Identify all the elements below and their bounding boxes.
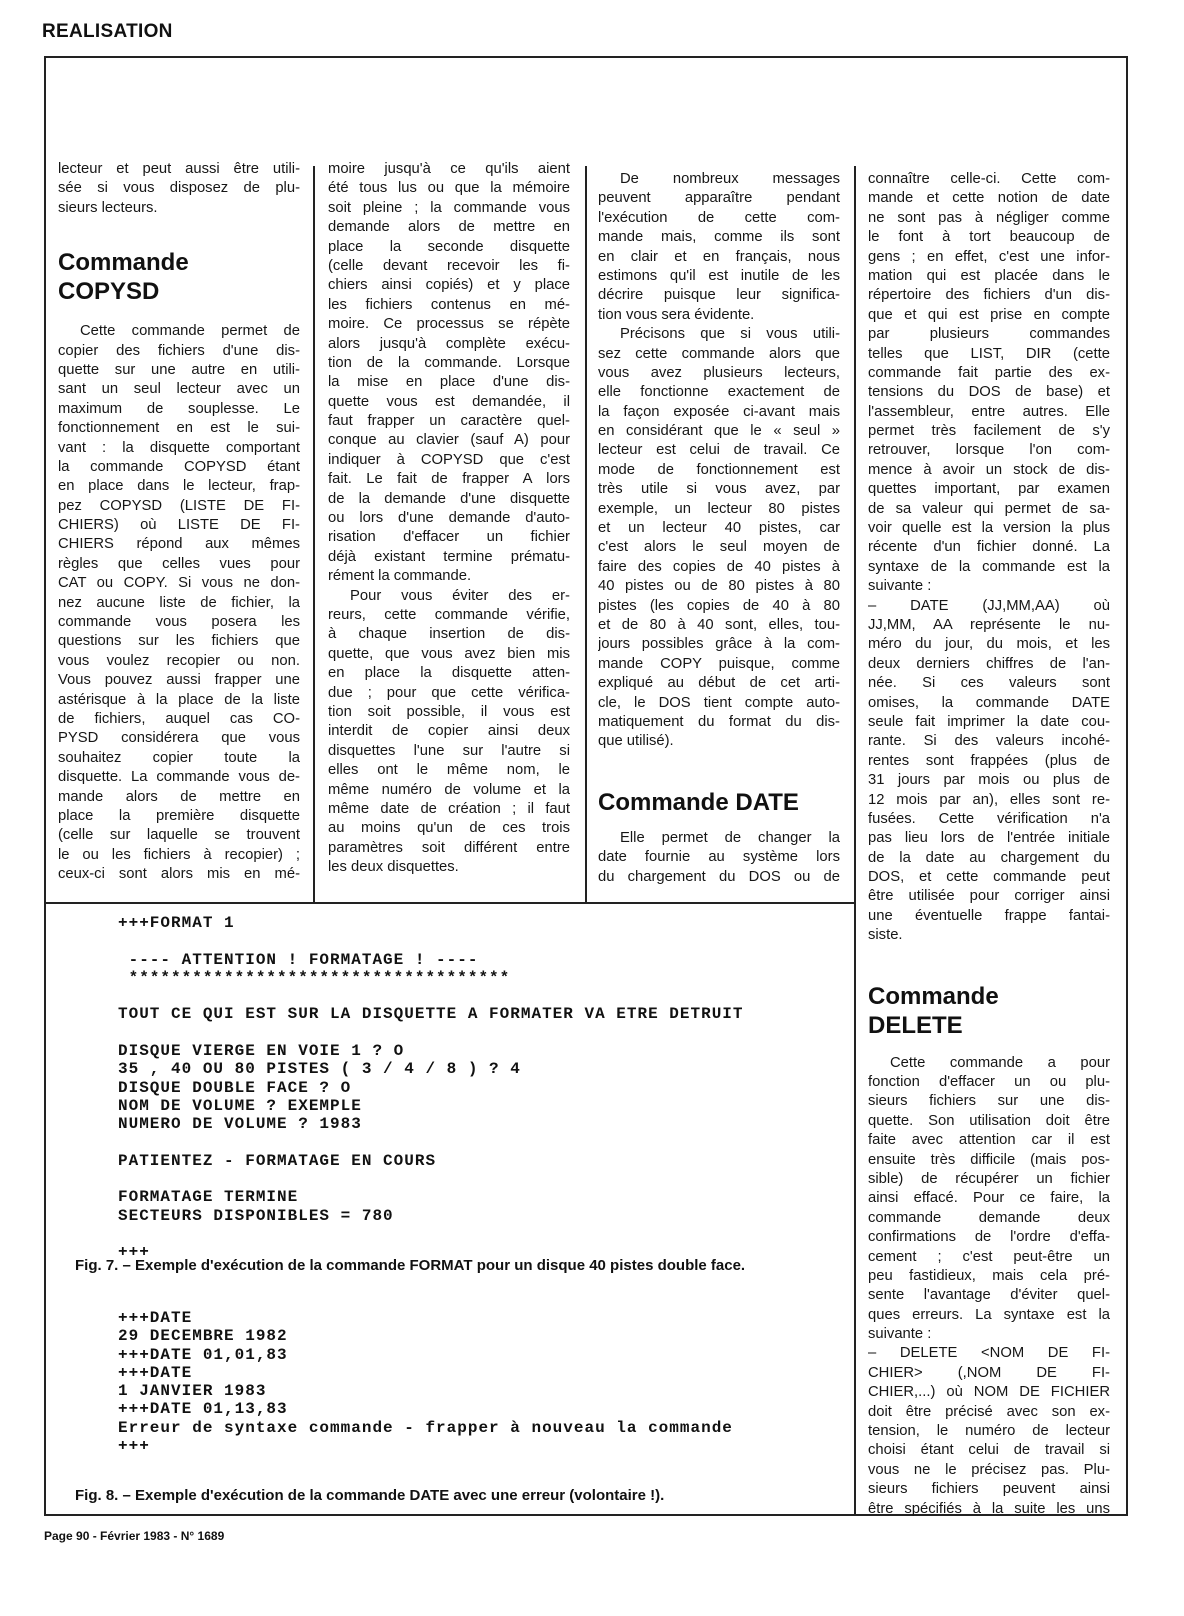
text-line: deux derniers chiffres de l'an- [868, 655, 1110, 672]
text-line: demande alors de mettre en [328, 219, 570, 236]
heading-line: Commande [58, 249, 189, 277]
text-line: interdit de copier ainsi deux [328, 723, 570, 740]
figure-8-listing [118, 1309, 733, 1455]
text-line: ensuite très difficile (mais pos- [868, 1151, 1110, 1168]
text-line: souhaitez copier toute la [58, 749, 300, 766]
text-column-3 [598, 170, 840, 887]
text-line: lecteur et peut aussi être utili- [58, 161, 300, 177]
text-line: décrire puisque leur significa- [598, 287, 840, 304]
text-line: fonction d'effacer un ou plu- [868, 1074, 1110, 1091]
code-line: TOUT CE QUI EST SUR LA DISQUETTE A FORMATER VA ETRE DETRUIT [118, 1005, 744, 1024]
heading-line: DELETE [868, 1011, 963, 1039]
text-line: pistes (les copies de 40 à 80 [598, 597, 840, 614]
code-line: +++DATE [118, 1363, 193, 1382]
text-line: l'assembleur, entre autres. Elle [868, 403, 1110, 420]
text-line: et de 80 à 40 sont, elles, tou- [598, 616, 840, 633]
text-line: règles que celles vues pour [58, 555, 300, 572]
text-line: quette. Son utilisation doit être [868, 1112, 1110, 1129]
text-line: sée si vous disposez de plu- [58, 180, 300, 197]
paragraph [598, 829, 840, 887]
text-line: telles que LIST, DIR (cette [868, 345, 1110, 362]
text-line: ques erreurs. La syntaxe est la [868, 1306, 1110, 1323]
paragraph [58, 160, 300, 218]
text-line: questions sur les fichiers que [58, 633, 300, 650]
text-line: en considérant que le « seul » [598, 423, 840, 440]
code-line: ---- ATTENTION ! FORMATAGE ! ---- [118, 950, 479, 969]
text-line: rément la commande. [328, 568, 472, 585]
text-line: disquettes l'une sur l'autre si [328, 742, 570, 759]
text-line: cement ; c'est peut-être un [868, 1248, 1110, 1265]
text-line: voir quelle est la version la plus [868, 520, 1110, 537]
text-line: de la demande d'une disquette [328, 490, 570, 507]
text-line: lecteur est celui de travail. Ce [598, 442, 840, 459]
text-line: CAT ou COPY. Si vous ne don- [58, 575, 300, 592]
code-line [118, 987, 744, 1005]
text-line: que et qui est prise en compte [868, 306, 1110, 323]
text-line: Cette commande a pour [890, 1054, 1110, 1071]
text-line: sant un seul lecteur avec un [58, 381, 300, 398]
text-line: due ; pour que cette vérifica- [328, 684, 570, 701]
text-line: le font à tort beaucoup de [868, 229, 1110, 246]
text-line: omises, la commande DATE [868, 694, 1110, 711]
text-line: c'est alors le seul moyen de [598, 539, 840, 556]
text-line: disquette. La commande vous de- [58, 769, 300, 786]
text-line: sible) de récupérer un fichier [868, 1170, 1110, 1187]
text-line: commande demande deux [868, 1209, 1110, 1226]
code-line [118, 932, 744, 950]
text-line: Cette commande permet de [80, 323, 300, 340]
text-line: moire. Ce processus se répète [328, 316, 570, 333]
text-line: ne sont pas à négliger comme [868, 209, 1110, 226]
text-line: indiquer à COPYSD que c'est [328, 451, 570, 468]
text-line: au moins qu'un de ces trois [328, 820, 570, 837]
text-line: tion de la commande. Lorsque [328, 354, 570, 371]
text-line: syntaxe de la commande est la [868, 558, 1110, 575]
code-line [118, 1134, 744, 1152]
paragraph [868, 170, 1110, 597]
text-column-2 [328, 160, 570, 877]
text-line: être spécifiés à la suite les uns [868, 1500, 1110, 1517]
text-line: peuvent apparaître pendant [598, 190, 840, 207]
text-line: retrouver, lorsque l'on com- [868, 442, 1110, 459]
text-line: en place la disquette atten- [328, 665, 570, 682]
text-line: PYSD considérera que vous [58, 730, 300, 747]
text-line: place la seconde disquette [328, 238, 570, 255]
text-line: fusées. Cette vérification n'a [868, 810, 1110, 827]
text-line: (celle devant recevoir les fi- [328, 257, 570, 274]
text-line: fonctionnement en est le sui- [58, 420, 300, 437]
paragraph [58, 322, 300, 884]
text-line: soit pleine ; la commande vous [328, 199, 570, 216]
text-line: pas lieu lors de l'entrée initiale [868, 830, 1110, 847]
text-line: jours possibles grâce à la com- [598, 636, 840, 653]
text-line: méro du jour, du mois, et les [868, 636, 1110, 653]
code-line [118, 1225, 744, 1243]
code-line: NUMERO DE VOLUME ? 1983 [118, 1115, 362, 1134]
text-line: ainsi effacé. Pour ce faire, la [868, 1190, 1110, 1207]
text-line: faut frapper un caractère quel- [328, 413, 570, 430]
text-line: suivante : [868, 1326, 932, 1343]
text-line: – DELETE <NOM DE FI- [868, 1345, 1110, 1362]
text-line: vous avez plusieurs lecteurs, [598, 364, 840, 381]
section-heading [598, 788, 840, 817]
text-line: JJ,MM, AA représente le nu- [868, 616, 1110, 633]
text-line: de sa valeur qui permet de sa- [868, 500, 1110, 517]
text-line: elles ont le même nom, le [328, 762, 570, 779]
code-line: +++FORMAT 1 [118, 914, 235, 932]
text-line: vous voulez recopier ou non. [58, 652, 300, 669]
text-line: mande et cette notion de date [868, 190, 1110, 207]
section-heading [58, 248, 300, 306]
text-line: Elle permet de changer la [620, 829, 840, 846]
text-line: – DATE (JJ,MM,AA) où [868, 597, 1110, 614]
figure-7-caption: Fig. 7. – Exemple d'exécution de la commande FORMAT pour un disque 40 pistes double face. [75, 1257, 746, 1274]
text-line: quettes important, par examen [868, 481, 1110, 498]
text-line: été tous lus ou que la mémoire [328, 180, 570, 197]
code-line: +++DATE 01,01,83 [118, 1345, 288, 1364]
paragraph [328, 587, 570, 878]
paragraph [868, 1054, 1110, 1345]
text-line: quette vous est demandée, il [328, 393, 570, 410]
text-line: mence à avoir un stock de dis- [868, 461, 1110, 478]
column-divider [585, 166, 587, 904]
heading-line: COPYSD [58, 278, 160, 306]
text-line: CHIER> (,NOM DE FI- [868, 1364, 1110, 1381]
code-line: 1 JANVIER 1983 [118, 1382, 267, 1401]
text-line: ceux-ci sont alors mis en mé- [58, 866, 300, 883]
paragraph [328, 160, 570, 587]
code-line: 35 , 40 OU 80 PISTES ( 3 / 4 / 8 ) ? 4 [118, 1060, 521, 1079]
column-divider [313, 166, 315, 904]
text-line: CHIERS répond aux mêmes [58, 536, 300, 553]
text-line: sente l'avantage d'éviter quel- [868, 1287, 1110, 1304]
text-line: connaître celle-ci. Cette com- [868, 171, 1110, 187]
text-line: Vous pouvez aussi frapper une [58, 672, 300, 689]
text-line: déjà existant termine prématu- [328, 548, 570, 565]
text-line: par plusieurs commandes [868, 326, 1110, 343]
code-line [118, 1024, 744, 1042]
text-line: de fichiers, auquel cas CO- [58, 710, 300, 727]
text-line: les fichiers contenus en mé- [328, 296, 570, 313]
text-line: mode de fonctionnement est [598, 461, 840, 478]
text-line: sieurs lecteurs. [58, 199, 158, 216]
paragraph [598, 170, 840, 325]
text-line: exemple, un lecteur 80 pistes [598, 500, 840, 517]
text-line: date fournie au système lors [598, 849, 840, 866]
text-line: seule fait imprimer la date cou- [868, 713, 1110, 730]
figure-8-caption: Fig. 8. – Exemple d'exécution de la commande DATE avec une erreur (volontaire !). [75, 1487, 665, 1504]
text-line: très utile si vous avez, par [598, 481, 840, 498]
text-line: vous ne le précisez pas. Plu- [868, 1461, 1110, 1478]
text-line: risation d'effacer un fichier [328, 529, 570, 546]
text-line: copier des fichiers d'une dis- [58, 342, 300, 359]
text-line: tensions du DOS de base) et [868, 384, 1110, 401]
text-line: chiers ainsi copiés) et y place [328, 277, 570, 294]
code-line: Erreur de syntaxe commande - frapper à nouveau la commande [118, 1418, 733, 1437]
text-line: vant : la disquette comportant [58, 439, 300, 456]
text-line: tension, le numéro de lecteur [868, 1423, 1110, 1440]
paragraph [868, 1344, 1110, 1519]
text-line: paramètres soit différent entre [328, 839, 570, 856]
page-footer: Page 90 - Février 1983 - N° 1689 [44, 1529, 225, 1543]
text-line: 31 jours par mois ou plus de [868, 772, 1110, 789]
text-line: même date de création ; il faut [328, 800, 570, 817]
text-line: faire des copies de 40 pistes à [598, 558, 840, 575]
text-line: ou lors d'une demande d'auto- [328, 510, 570, 527]
text-line: du chargement du DOS ou de [598, 868, 840, 885]
text-line: la façon exposée ci-avant mais [598, 403, 840, 420]
code-line: FORMATAGE TERMINE [118, 1188, 299, 1207]
text-line: rante. Si des valeurs incohé- [868, 733, 1110, 750]
text-line: être utilisée pour corriger ainsi [868, 888, 1110, 905]
column-divider [854, 166, 856, 1514]
text-line: 12 mois par an), elles sont re- [868, 791, 1110, 808]
code-line: +++DATE 01,13,83 [118, 1400, 288, 1419]
text-line: cle, le DOS tient compte auto- [598, 694, 840, 711]
text-column-4 [868, 170, 1110, 1519]
code-line: DISQUE DOUBLE FACE ? O [118, 1078, 352, 1097]
text-line: place la première disquette [58, 807, 300, 824]
text-line: suivante : [868, 578, 932, 595]
text-line: et un lecteur 40 pistes, car [598, 520, 840, 537]
text-column-1 [58, 160, 300, 885]
text-line: Pour vous éviter des er- [350, 587, 570, 604]
text-line: commande vous posera les [58, 614, 300, 631]
code-line [118, 1170, 744, 1188]
text-line: sieurs fichiers peuvent ainsi [868, 1481, 1110, 1498]
text-line: les deux disquettes. [328, 859, 459, 876]
text-line: conque au clavier (sauf A) pour [328, 432, 570, 449]
text-line: 40 pistes ou de 80 pistes à 80 [598, 578, 840, 595]
text-line: le ou les fichiers à recopier) ; [58, 846, 300, 863]
code-line: SECTEURS DISPONIBLES = 780 [118, 1206, 394, 1225]
text-line: faite avec attention car il est [868, 1132, 1110, 1149]
code-line: +++ [118, 1243, 150, 1262]
text-line: elle fonctionne exactement de [598, 384, 840, 401]
text-line: mande COPY puisque, comme [598, 655, 840, 672]
text-line: DOS, et cette commande peut [868, 869, 1110, 886]
code-line: 29 DECEMBRE 1982 [118, 1327, 288, 1346]
text-line: De nombreux messages [620, 171, 840, 187]
text-line: tion soit possible, il vous est [328, 703, 570, 720]
text-line: Précisons que si vous utili- [620, 326, 840, 343]
text-line: permet très facilement de s'y [868, 423, 1110, 440]
text-line: matiquement du format du dis- [598, 713, 840, 730]
text-line: CHIER,...) où NOM DE FICHIER [868, 1384, 1110, 1401]
figure-7-listing [118, 914, 744, 1262]
text-line: l'exécution de cette com- [598, 209, 840, 226]
text-line: commande fait partie des ex- [868, 364, 1110, 381]
text-line: nez aucune liste de fichier, la [58, 594, 300, 611]
text-line: maximum de souplesse. Le [58, 400, 300, 417]
text-line: estimons qu'il est inutile de les [598, 267, 840, 284]
text-line: choisi étant celui de travail si [868, 1442, 1110, 1459]
text-line: sieurs fichiers sur une dis- [868, 1093, 1110, 1110]
text-line: la commande COPYSD étant [58, 458, 300, 475]
heading-line: Commande [868, 982, 999, 1010]
code-line: +++DATE [118, 1309, 193, 1327]
text-line: tion vous sera évidente. [598, 306, 755, 323]
text-line: en place dans le lecteur, frap- [58, 478, 300, 495]
text-line: doit être précisé avec son ex- [868, 1403, 1110, 1420]
text-line: mande alors de mettre en [58, 788, 300, 805]
text-line: sez cette commande alors que [598, 345, 840, 362]
text-line: née. Si ces valeurs sont [868, 675, 1110, 692]
text-line: confirmations de l'ordre d'effa- [868, 1229, 1110, 1246]
text-line: répertoire des fichiers d'un dis- [868, 287, 1110, 304]
text-line: siste. [868, 927, 903, 944]
section-heading [868, 982, 1110, 1040]
text-line: quette, que vous avez bien mis [328, 645, 570, 662]
text-line: de la date au chargement du [868, 849, 1110, 866]
text-line: (celle sur laquelle se trouvent [58, 827, 300, 844]
code-line: +++ [118, 1437, 150, 1456]
text-line: même numéro de volume et la [328, 781, 570, 798]
text-line: rentes sont frappées (plus de [868, 752, 1110, 769]
text-line: astérisque à la place de la liste [58, 691, 300, 708]
text-line: récente d'un fichier donné. La [868, 539, 1110, 556]
section-header: REALISATION [42, 21, 173, 42]
code-line: NOM DE VOLUME ? EXEMPLE [118, 1096, 362, 1115]
text-line: pez COPYSD (LISTE DE FI- [58, 497, 300, 514]
text-line: quette sur une autre en utili- [58, 361, 300, 378]
code-line: ************************************ [118, 968, 511, 987]
text-line: que utilisé). [598, 733, 674, 750]
text-line: expliqué au début de cet arti- [598, 675, 840, 692]
text-line: moire jusqu'à ce qu'ils aient [328, 161, 570, 177]
text-line: une éventuelle frappe fantai- [868, 907, 1110, 924]
paragraph [598, 325, 840, 752]
figure-divider [44, 902, 856, 904]
heading-line: Commande DATE [598, 788, 799, 816]
text-line: reurs, cette commande vérifie, [328, 606, 570, 623]
text-line: mande mais, comme ils sont [598, 229, 840, 246]
code-line: DISQUE VIERGE EN VOIE 1 ? O [118, 1042, 405, 1061]
text-line: gens ; en effet, c'est une infor- [868, 248, 1110, 265]
text-line: CHIERS) où LISTE DE FI- [58, 517, 300, 534]
text-line: en clair et en français, nous [598, 248, 840, 265]
text-line: fait. Le fait de frapper A lors [328, 471, 570, 488]
text-line: alors jusqu'à complète exécu- [328, 335, 570, 352]
code-line: PATIENTEZ - FORMATAGE EN COURS [118, 1151, 437, 1170]
text-line: peu fastidieux, mais cela pré- [868, 1267, 1110, 1284]
text-line: mation qui est placée dans le [868, 267, 1110, 284]
paragraph [868, 597, 1110, 946]
text-line: à chaque insertion de dis- [328, 626, 570, 643]
text-line: la mise en place d'une dis- [328, 374, 570, 391]
